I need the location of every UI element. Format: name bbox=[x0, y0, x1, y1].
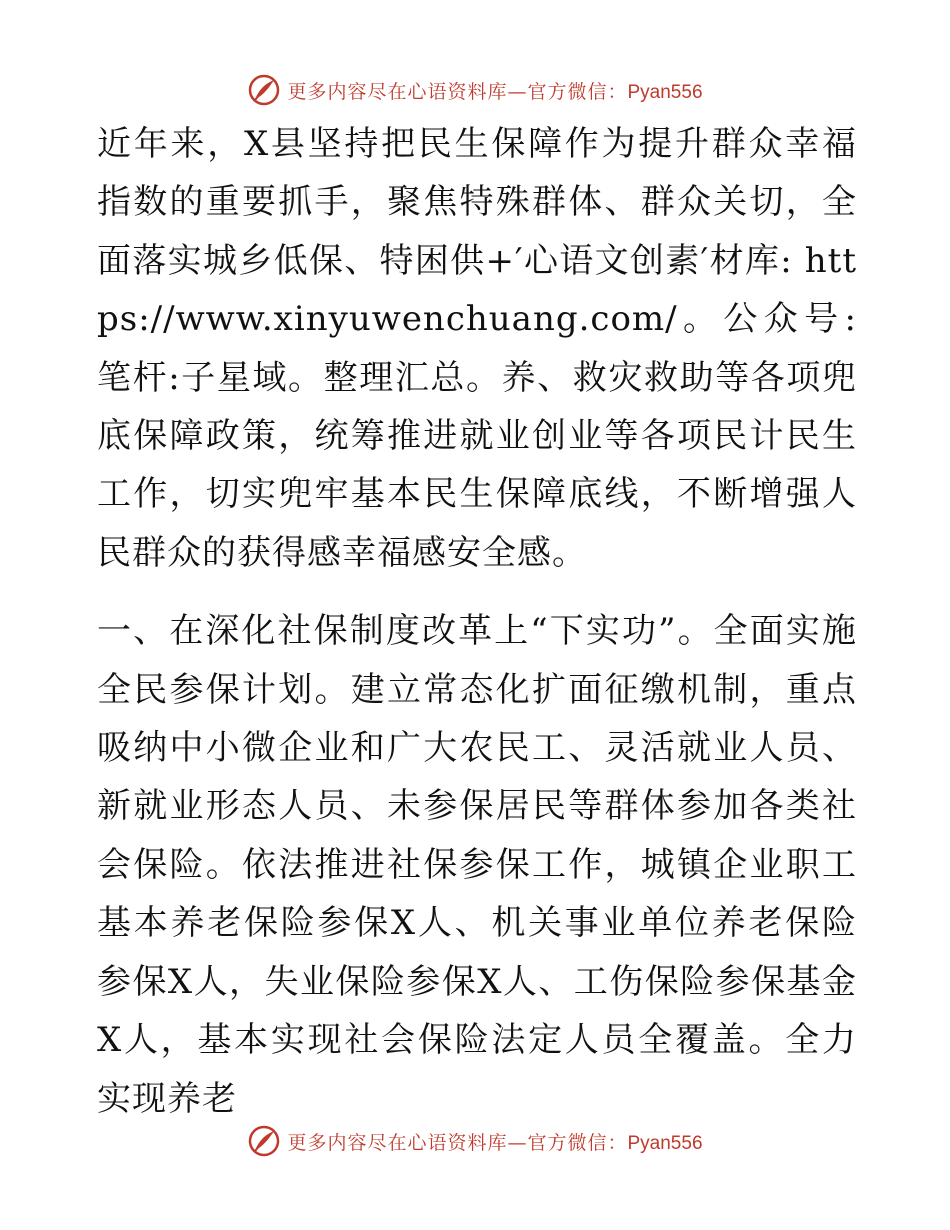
document-body bbox=[97, 115, 857, 1128]
watermark-text: 更多内容尽在心语资料库—官方微信：Pyan556 bbox=[287, 1131, 703, 1154]
watermark-text: 更多内容尽在心语资料库—官方微信：Pyan556 bbox=[287, 80, 703, 103]
header-watermark bbox=[0, 70, 950, 110]
red-feather-seal-icon bbox=[247, 73, 281, 107]
paragraph-intro: 近年来，X县坚持把民生保障作为提升群众幸福指数的重要抓手，聚焦特殊群体、群众关切，全面落实城乡低保、特困供+′心语文创素′材库: https://www.xinyuwenchuang.com/。公众号: 笔杆:子星域。整理汇总。养、救灾救助等各项兜底保障政策，统筹推进就业创业等各项民计民生工作，切实兜牢基本民生保障底线，不断增强人民群众的获得感幸福感安全感。 bbox=[97, 124, 857, 573]
red-feather-seal-icon bbox=[247, 1124, 281, 1158]
footer-watermark bbox=[0, 1121, 950, 1161]
paragraph-section-one: 一、在深化社保制度改革上“下实功”。全面实施全民参保计划。建立常态化扩面征缴机制，重点吸纳中小微企业和广大农民工、灵活就业人员、新就业形态人员、未参保居民等群体参加各类社会保险。依法推进社保参保工作，城镇企业职工基本养老保险参保X人、机关事业单位养老保险参保X人，失业保险参保X人、工伤保险参保基金X人，基本实现社会保险法定人员全覆盖。全力实现养老 bbox=[97, 611, 857, 1119]
